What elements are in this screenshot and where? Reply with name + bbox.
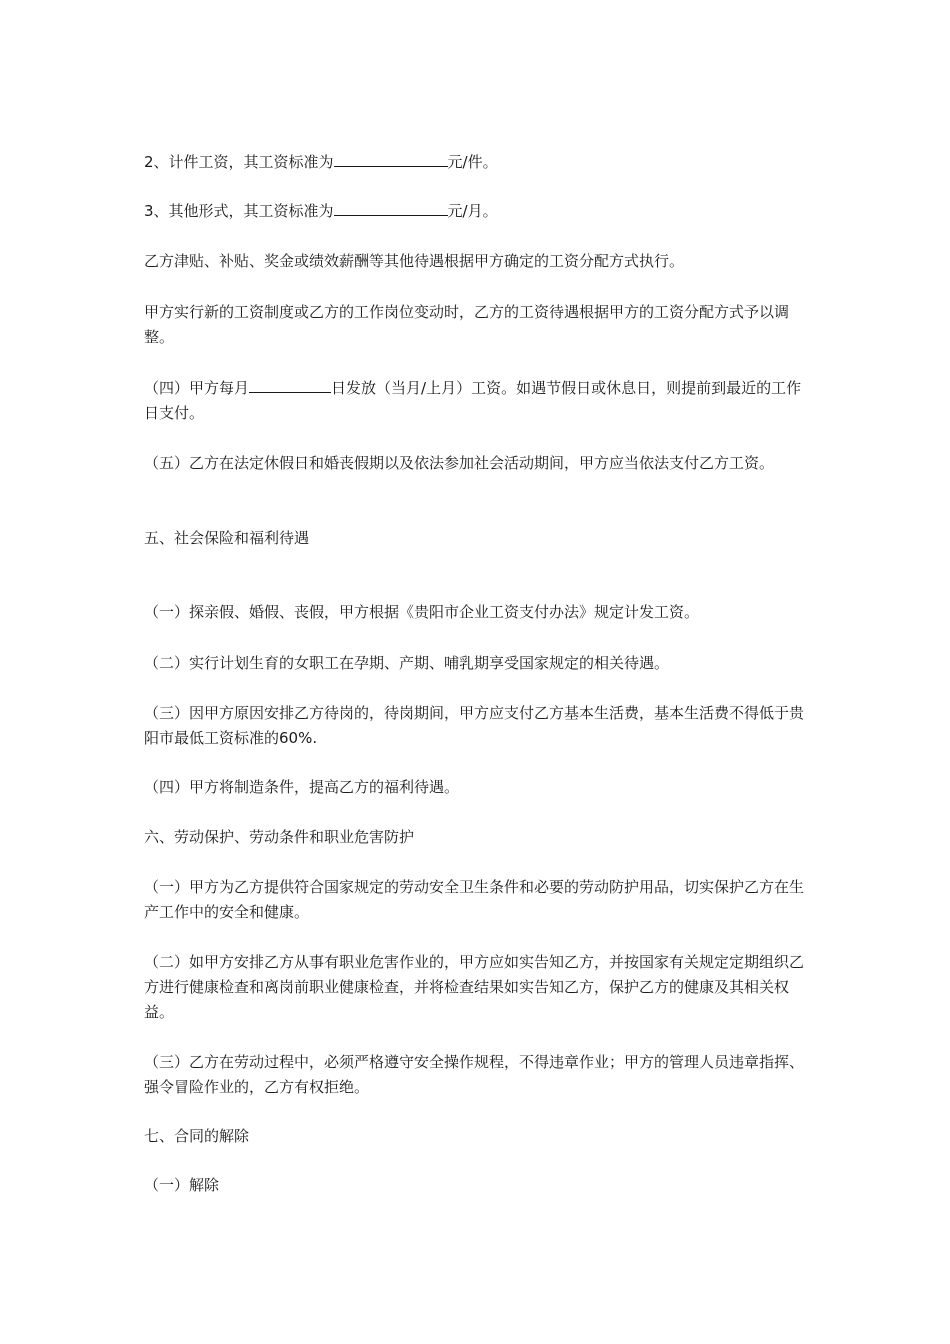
- paragraph-text: 日发放（当月/上月）工资。如遇节假日或休息日，则提前到最近的工作日支付。: [144, 379, 802, 422]
- fill-in-blank: [249, 376, 331, 393]
- paragraph-standby-pay: （三）因甲方原因安排乙方待岗的，待岗期间，甲方应支付乙方基本生活费，基本生活费不得低于贵阳市最低工资标准的60%.: [144, 704, 805, 747]
- paragraph-pay-day: [144, 376, 808, 426]
- paragraph-leave-pay: （一）探亲假、婚假、丧假，甲方根据《贵阳市企业工资支付办法》规定计发工资。: [144, 603, 700, 621]
- paragraph-text: 元/月。: [447, 202, 498, 220]
- paragraph-welfare: （四）甲方将制造条件，提高乙方的福利待遇。: [144, 778, 460, 796]
- paragraph-text: 元/件。: [447, 153, 498, 171]
- paragraph-text: 2、计件工资，其工资标准为: [144, 153, 334, 171]
- section-heading-termination: 七、合同的解除: [144, 1127, 250, 1145]
- paragraph-holiday-pay: （五）乙方在法定休假日和婚丧假期以及依法参加社会活动期间，甲方应当依法支付乙方工资。: [144, 454, 775, 472]
- paragraph-allowance: 乙方津贴、补贴、奖金或绩效薪酬等其他待遇根据甲方确定的工资分配方式执行。: [144, 252, 685, 270]
- paragraph-piece-wage: [144, 150, 498, 175]
- paragraph-maternity: （二）实行计划生育的女职工在孕期、产期、哺乳期享受国家规定的相关待遇。: [144, 654, 670, 672]
- paragraph-text: 3、其他形式，其工资标准为: [144, 202, 334, 220]
- fill-in-blank: [334, 150, 448, 167]
- paragraph-safety-rules: （三）乙方在劳动过程中，必须严格遵守安全操作规程，不得违章作业；甲方的管理人员违章指挥、强令冒险作业的，乙方有权拒绝。: [144, 1053, 805, 1096]
- section-heading-labor-protection: 六、劳动保护、劳动条件和职业危害防护: [144, 828, 415, 846]
- fill-in-blank: [334, 199, 448, 216]
- paragraph-wage-adjust: 甲方实行新的工资制度或乙方的工作岗位变动时，乙方的工资待遇根据甲方的工资分配方式予以调整。: [144, 303, 790, 346]
- section-heading-social-insurance: 五、社会保险和福利待遇: [144, 529, 310, 547]
- paragraph-text: （四）甲方每月: [144, 379, 250, 397]
- paragraph-other-wage: [144, 199, 498, 224]
- subsection-heading-dissolution: （一）解除: [144, 1176, 220, 1194]
- paragraph-safety-conditions: （一）甲方为乙方提供符合国家规定的劳动安全卫生条件和必要的劳动防护用品，切实保护乙方在生产工作中的安全和健康。: [144, 878, 805, 921]
- paragraph-health-check: （二）如甲方安排乙方从事有职业危害作业的，甲方应如实告知乙方，并按国家有关规定定期组织乙方进行健康检查和离岗前职业健康检查，并将检查结果如实告知乙方，保护乙方的健康及其相关权益。: [144, 953, 805, 1021]
